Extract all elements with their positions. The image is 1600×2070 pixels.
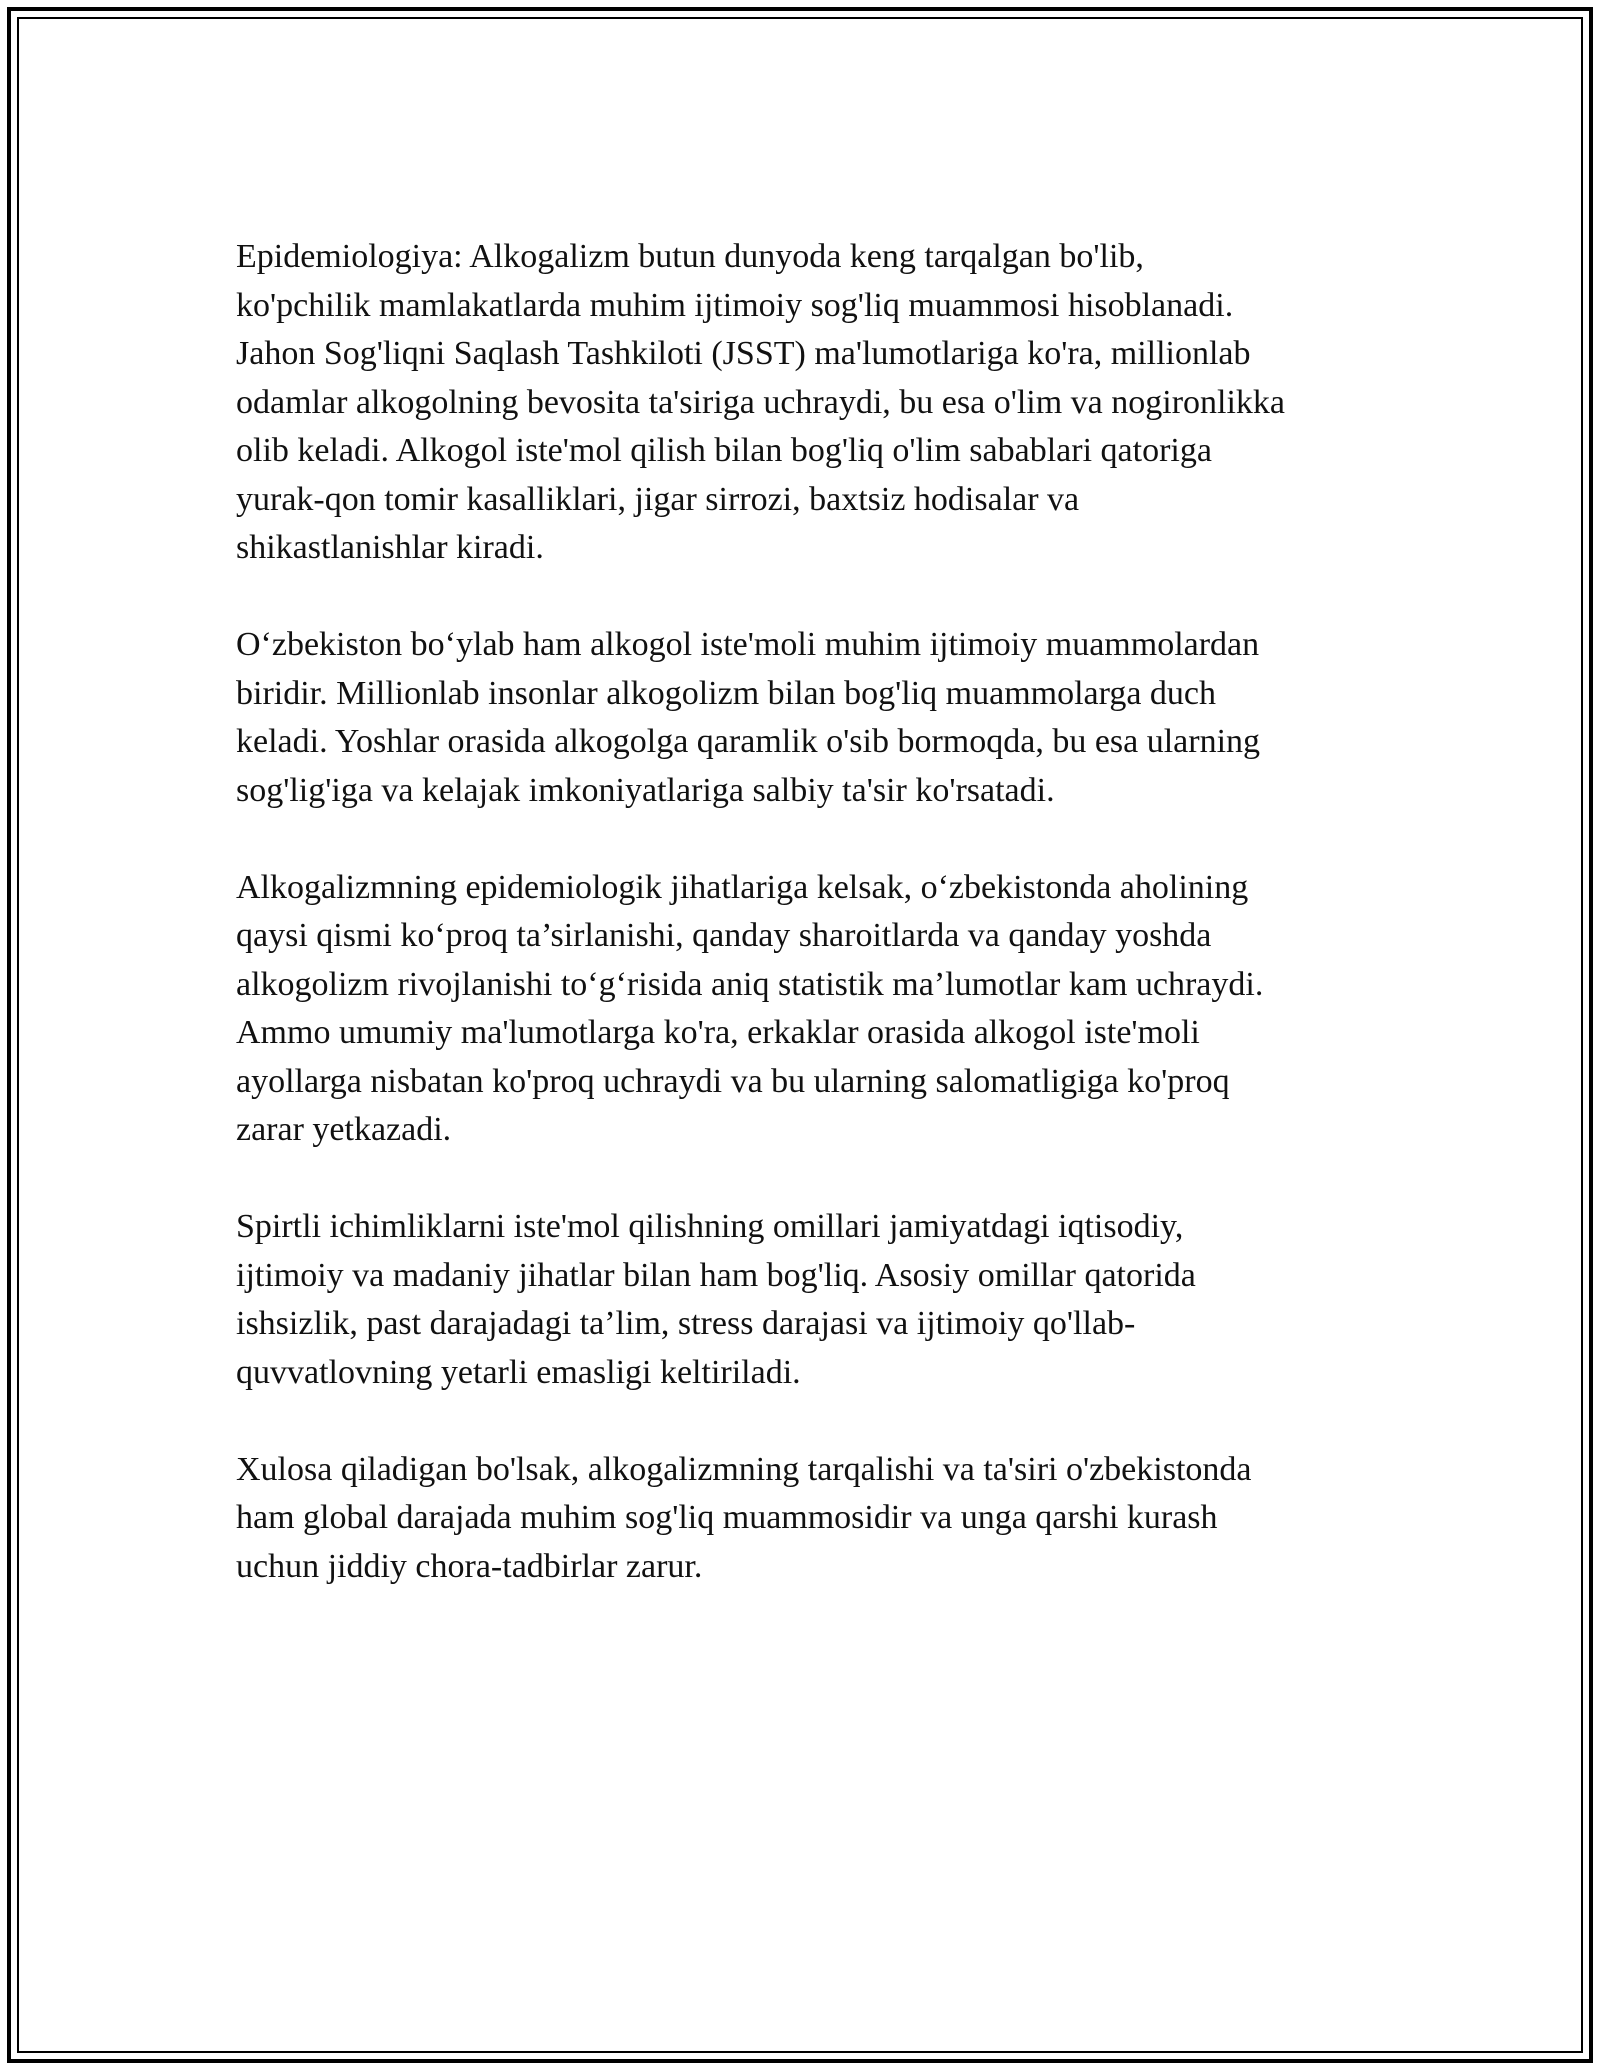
text-line: Xulosa qiladigan bo'lsak, alkogalizmning tarqalishi va ta'siri o'zbekistonda [236, 1450, 1252, 1488]
document-body [236, 233, 1396, 1640]
text-line: Jahon Sog'liqni Saqlash Tashkiloti (JSST) ma'lumotlariga ko'ra, millionlab [236, 335, 1251, 372]
text-line: ishsizlik, past darajadagi ta’lim, stress darajasi va ijtimoiy qo'llab- [236, 1305, 1136, 1342]
paragraph-factors [236, 1203, 1396, 1397]
paragraph-uzbekistan [236, 621, 1396, 815]
text-line: Spirtli ichimliklarni iste'mol qilishning omillari jamiyatdagi iqtisodiy, [236, 1208, 1184, 1245]
text-line: uchun jiddiy chora-tadbirlar zarur. [236, 1547, 703, 1585]
text-line: olib keladi. Alkogol iste'mol qilish bilan bog'liq o'lim sabablari qatoriga [236, 432, 1212, 469]
text-line: qaysi qismi ko‘proq ta’sirlanishi, qanday sharoitlarda va qanday yoshda [236, 917, 1212, 954]
text-line: Ammo umumiy ma'lumotlarga ko'ra, erkaklar orasida alkogol iste'moli [236, 1014, 1200, 1051]
paragraph-conclusion [236, 1446, 1396, 1592]
text-line: zarar yetkazadi. [236, 1111, 452, 1148]
text-line: alkogolizm rivojlanishi to‘g‘risida aniq statistik ma’lumotlar kam uchraydi. [236, 965, 1264, 1003]
text-line: ayollarga nisbatan ko'proq uchraydi va bu ularning salomatligiga ko'proq [236, 1062, 1230, 1100]
text-line: ko'pchilik mamlakatlarda muhim ijtimoiy sog'liq muammosi hisoblanadi. [236, 286, 1234, 324]
text-line: keladi. Yoshlar orasida alkogolga qaramlik o'sib bormoqda, bu esa ularning [236, 723, 1261, 760]
text-line: Epidemiologiya: Alkogalizm butun dunyoda keng tarqalgan bo'lib, [236, 238, 1144, 275]
text-line: O‘zbekiston bo‘ylab ham alkogol iste'moli muhim ijtimoiy muammolardan [236, 626, 1260, 663]
text-line: quvvatlovning yetarli emasligi keltiriladi. [236, 1353, 801, 1391]
text-line: yurak-qon tomir kasalliklari, jigar sirrozi, baxtsiz hodisalar va [236, 480, 1080, 518]
text-line: odamlar alkogolning bevosita ta'siriga uchraydi, bu esa o'lim va nogironlikka [236, 383, 1286, 421]
paragraph-epidemiological-aspects [236, 864, 1396, 1155]
text-line: Alkogalizmning epidemiologik jihatlariga kelsak, o‘zbekistonda aholining [236, 868, 1249, 906]
text-line: biridir. Millionlab insonlar alkogolizm bilan bog'liq muammolarga duch [236, 674, 1217, 712]
text-line: shikastlanishlar kiradi. [236, 529, 544, 566]
text-line: ijtimoiy va madaniy jihatlar bilan ham bog'liq. Asosiy omillar qatorida [236, 1256, 1196, 1294]
text-line: ham global darajada muhim sog'liq muammosidir va unga qarshi kurash [236, 1499, 1218, 1536]
paragraph-epidemiology [236, 233, 1396, 573]
text-line: sog'lig'iga va kelajak imkoniyatlariga salbiy ta'sir ko'rsatadi. [236, 771, 1055, 809]
